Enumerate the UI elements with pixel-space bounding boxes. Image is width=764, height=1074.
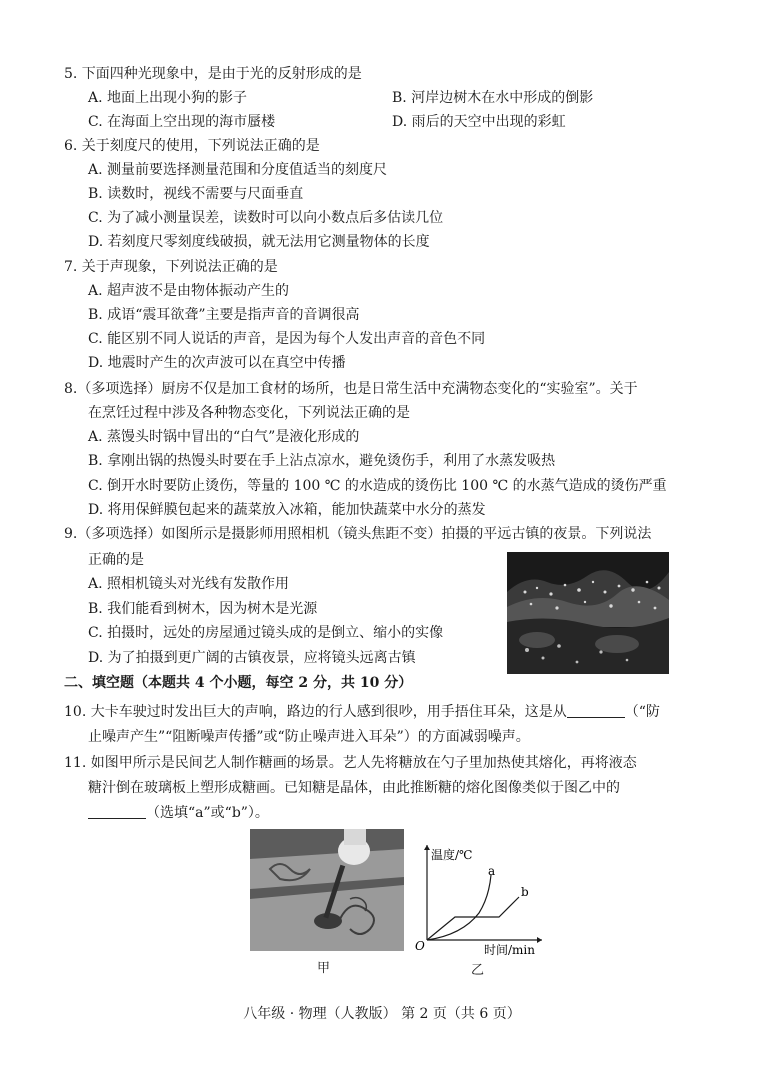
q5-option-d: D. 雨后的天空中出现的彩虹 xyxy=(392,114,566,130)
q7-stem: 7. 关于声现象，下列说法正确的是 xyxy=(64,259,278,275)
sugar-painting-photo xyxy=(250,829,404,951)
q9-stem-line1: 9.（多项选择）如图所示是摄影师用照相机（镜头焦距不变）拍摄的平远古镇的夜景。下列说法 xyxy=(64,526,652,542)
curve-a xyxy=(427,875,491,940)
q8-stem-line1: 8.（多项选择）厨房不仅是加工食材的场所，也是日常生活中充满物态变化的“实验室”。关于 xyxy=(64,381,638,397)
q9-stem-line2: 正确的是 xyxy=(88,552,144,568)
curve-b xyxy=(427,897,519,940)
section-fill-in-title: 二、填空题（本题共 4 个小题，每空 2 分，共 10 分） xyxy=(64,675,413,691)
q11-text: （选填“a”或“b”）。 xyxy=(146,805,269,821)
q10-text: 10. 大卡车驶过时发出巨大的声响，路边的行人感到很吵，用手捂住耳朵，这是从 xyxy=(64,704,567,720)
x-axis-label: 时间/min xyxy=(484,943,535,957)
q7-option-d: D. 地震时产生的次声波可以在真空中传播 xyxy=(88,355,346,371)
page-footer: 八年级 · 物理（人教版） 第 2 页（共 6 页） xyxy=(243,1006,521,1022)
q8-option-d: D. 将用保鲜膜包起来的蔬菜放入冰箱，能加快蔬菜中水分的蒸发 xyxy=(88,502,486,518)
night-town-photo xyxy=(507,552,669,674)
q7-option-b: B. 成语“震耳欲聋”主要是指声音的音调很高 xyxy=(88,307,360,323)
q9-option-a: A. 照相机镜头对光线有发散作用 xyxy=(88,576,290,592)
q10-answer-blank[interactable] xyxy=(567,703,625,718)
q11-line3-wrap xyxy=(88,804,269,822)
q5-option-a: A. 地面上出现小狗的影子 xyxy=(88,90,248,106)
y-axis-label: 温度/℃ xyxy=(431,848,473,862)
curve-a-label: a xyxy=(488,864,496,878)
q7-option-c: C. 能区别不同人说话的声音，是因为每个人发出声音的音色不同 xyxy=(88,331,486,347)
q5-stem: 5. 下面四种光现象中，是由于光的反射形成的是 xyxy=(64,66,362,82)
melting-graph xyxy=(407,835,557,957)
q5-option-b: B. 河岸边树木在水中形成的倒影 xyxy=(392,90,594,106)
q8-option-c: C. 倒开水时要防止烫伤，等量的 100 ℃ 的水造成的烫伤比 100 ℃ 的水蒸气造成的烫伤严重 xyxy=(88,478,667,494)
origin-label: O xyxy=(415,939,425,953)
q7-option-a: A. 超声波不是由物体振动产生的 xyxy=(88,283,290,299)
q11-answer-blank[interactable] xyxy=(88,804,146,819)
q11-line1: 11. 如图甲所示是民间艺人制作糖画的场景。艺人先将糖放在勺子里加热使其熔化，再将液态 xyxy=(64,755,637,771)
q6-option-c: C. 为了减小测量误差，读数时可以向小数点后多估读几位 xyxy=(88,210,444,226)
q9-option-b: B. 我们能看到树木，因为树木是光源 xyxy=(88,601,318,617)
q10-line1 xyxy=(64,703,660,721)
q10-line2: 止噪声产生”“阻断噪声传播”或“防止噪声进入耳朵”）的方面减弱噪声。 xyxy=(88,729,530,745)
q9-option-d: D. 为了拍摄到更广阔的古镇夜景，应将镜头远离古镇 xyxy=(88,650,416,666)
caption-yi: 乙 xyxy=(471,963,485,978)
curve-b-label: b xyxy=(521,885,529,899)
x-axis-arrow xyxy=(537,937,542,943)
y-axis-arrow xyxy=(424,845,430,850)
caption-jia: 甲 xyxy=(317,961,331,976)
q9-option-c: C. 拍摄时，远处的房屋通过镜头成的是倒立、缩小的实像 xyxy=(88,625,444,641)
q11-line2: 糖汁倒在玻璃板上塑形成糖画。已知糖是晶体，由此推断糖的熔化图像类似于图乙中的 xyxy=(88,780,620,796)
q6-option-b: B. 读数时，视线不需要与尺面垂直 xyxy=(88,186,304,202)
q8-stem-line2: 在烹饪过程中涉及各种物态变化，下列说法正确的是 xyxy=(88,405,410,421)
q6-option-a: A. 测量前要选择测量范围和分度值适当的刻度尺 xyxy=(88,162,388,178)
q8-option-b: B. 拿刚出锅的热馒头时要在手上沾点凉水，避免烫伤手，利用了水蒸发吸热 xyxy=(88,453,556,469)
q5-option-c: C. 在海面上空出现的海市蜃楼 xyxy=(88,114,276,130)
q10-text-tail: （“防 xyxy=(624,704,660,720)
q6-option-d: D. 若刻度尺零刻度线破损，就无法用它测量物体的长度 xyxy=(88,234,430,250)
q6-stem: 6. 关于刻度尺的使用，下列说法正确的是 xyxy=(64,138,320,154)
q8-option-a: A. 蒸馒头时锅中冒出的“白气”是液化形成的 xyxy=(88,429,360,445)
